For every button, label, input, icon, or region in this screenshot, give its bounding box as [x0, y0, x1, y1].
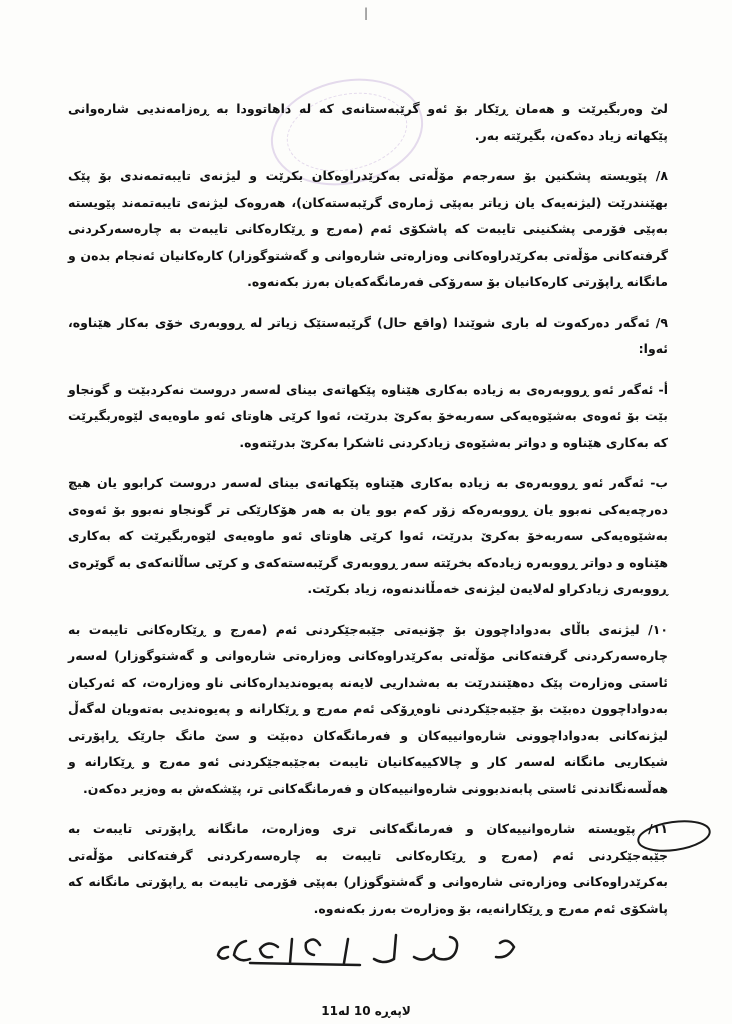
document-body — [68, 96, 668, 936]
page-footer: لاپەڕە 10 لە11 — [321, 1004, 411, 1018]
paragraph-text: ١٠/ لیژنەی باڵای بەدواداچوون بۆ چۆنیەتی جێبەجێکردنی ئەم (مەرج و ڕێکارەکانی تایبەت بە چارەسەرکردنی گرفتەکانی مۆڵەتی بەکرێدراوەکانی وەزارەتی شارەوانی و گەشتوگوزار) لەسەر ئاستی وەزارەت پێک دەهێنندرێت بە بەشداریی لایەنە پەیوەندیدارەکانی ناو وەزارەت، کە ئەرکیان بەدواداچوون دەبێت بۆ جێبەجێکردنی ناوەڕۆکی ئەم مەرج و ڕێکارانە و پەیوەندیی بەتەویان لەگەڵ لیژنەکانی بەدواداچوونی شارەوانییەکان و فەرمانگەکان دەبێت و سێ مانگ جارێک ڕاپۆرتی شیکاریی مانگانە لەسەر کار و چالاکییەکانیان تایبەت بەجێبەجێکردنی ئەو مەرج و ڕێکارانە و هەڵسەنگاندنی ئاستی پابەندبوونی شارەوانییەکان و فەرمانگەکانی تر، پێشکەش بە وەزیر دەکەن. — [68, 621, 668, 796]
paragraph-9 — [68, 310, 668, 363]
paragraph-10 — [68, 617, 668, 803]
paragraph-9b — [68, 470, 668, 603]
paragraph-text: ٩/ ئەگەر دەرکەوت لە باری شوێندا (واقع حال) گرێبەستێک زیاتر لە ڕووبەری خۆی بەکار هێناوە، ئەوا: — [68, 314, 668, 356]
paragraph-intro — [68, 96, 668, 149]
paragraph-9a — [68, 377, 668, 457]
paragraph-text: أ- ئەگەر ئەو ڕووبەرەی بە زیادە بەکاری هێناوە پێکهاتەی بینای لەسەر دروست نەکردبێت و گونجاو بێت بۆ ئەوەی بەشێوەیەکی سەربەخۆ بەکرێ بدرێت، ئەوا کرێی هاوتای ئەو ماوەیەی لێوەربگیرێت کە بەکاری هێناوە و دواتر بەشێوەی زیادکردنی ئاشکرا بەکرێ بدرێتەوە. — [68, 381, 668, 450]
paragraph-text: ٨/ پێویستە پشکنین بۆ سەرجەم مۆڵەتی بەکرێدراوەکان بکرێت و لیژنەی تایبەتمەندی بۆ پێک بهێنندرێت (لیژنەیەک یان زیاتر بەپێی ژمارەی گرێبەستەکان)، هەروەک لیژنەی تایبەتمەند پێویستە بەپێی فۆرمی پشکنینی تایبەت کە پاشکۆی ئەم (مەرج و ڕێکارەکانی تایبەت بە چارەسەرکردنی گرفتەکانی مۆڵەتی بەکرێدراوەکانی وەزارەتی شارەوانی و گەشتوگوزار) کارەکانیان ئەنجام بدەن و مانگانە ڕاپۆرتی کارەکانیان بۆ سەرۆکی فەرمانگەکەیان بەرز بکەنەوە. — [68, 168, 668, 289]
handwritten-signature — [200, 925, 530, 985]
paragraph-8 — [68, 163, 668, 296]
paragraph-text: ١١/ پێویستە شارەوانییەکان و فەرمانگەکانی تری وەزارەت، مانگانە ڕاپۆرتی تایبەت بە جێبەجێکردنی ئەم (مەرج و ڕێکارەکانی تایبەت بە چارەسەرکردنی گرفتەکانی مۆڵەتی بەکرێدراوەکانی وەزارەتی شارەوانی و گەشتوگوزار) بەپێی فۆرمی تایبەت بە ڕاپۆرتی مانگانە کە پاشکۆی ئەم مەرج و ڕێکارانەیە، بۆ وەزارەت بەرز بکەنەوە. — [68, 821, 668, 916]
paragraph-text: ب- ئەگەر ئەو ڕووبەرەی بە زیادە بەکاری هێناوە پێکهاتەی بینای لەسەر دروست کرابوو یان هیچ دەرچەیەکی نەبوو یان ڕووبەرەکە زۆر کەم بوو یان بە هەر هۆکارێکی تر گونجاو نەبوو بۆ ئەوەی بەشێوەیەکی سەربەخۆ بەکرێ بدرێت، ئەوا کرێی هاوتای ئەو ماوەیەی لێوەربگیرێت کە بەکاری هێناوە و دواتر ڕووبەرە زیادەکە بخرێتە سەر ڕووبەری گرێبەستەکەی و کرێی ساڵانەکەی بە گوێرەی ڕووبەری زیادکراو لەلایەن لیژنەی خەمڵاندنەوە، زیاد بکرێت. — [68, 475, 668, 596]
top-marker: | — [363, 6, 369, 20]
paragraph-11 — [68, 816, 668, 922]
paragraph-text: لێ وەربگیرێت و هەمان ڕێکار بۆ ئەو گرێبەستانەی کە لە داهاتوودا بە ڕەزامەندیی شارەوانی پێکهاتە زیاد دەکەن، بگیرێتە بەر. — [68, 101, 668, 143]
